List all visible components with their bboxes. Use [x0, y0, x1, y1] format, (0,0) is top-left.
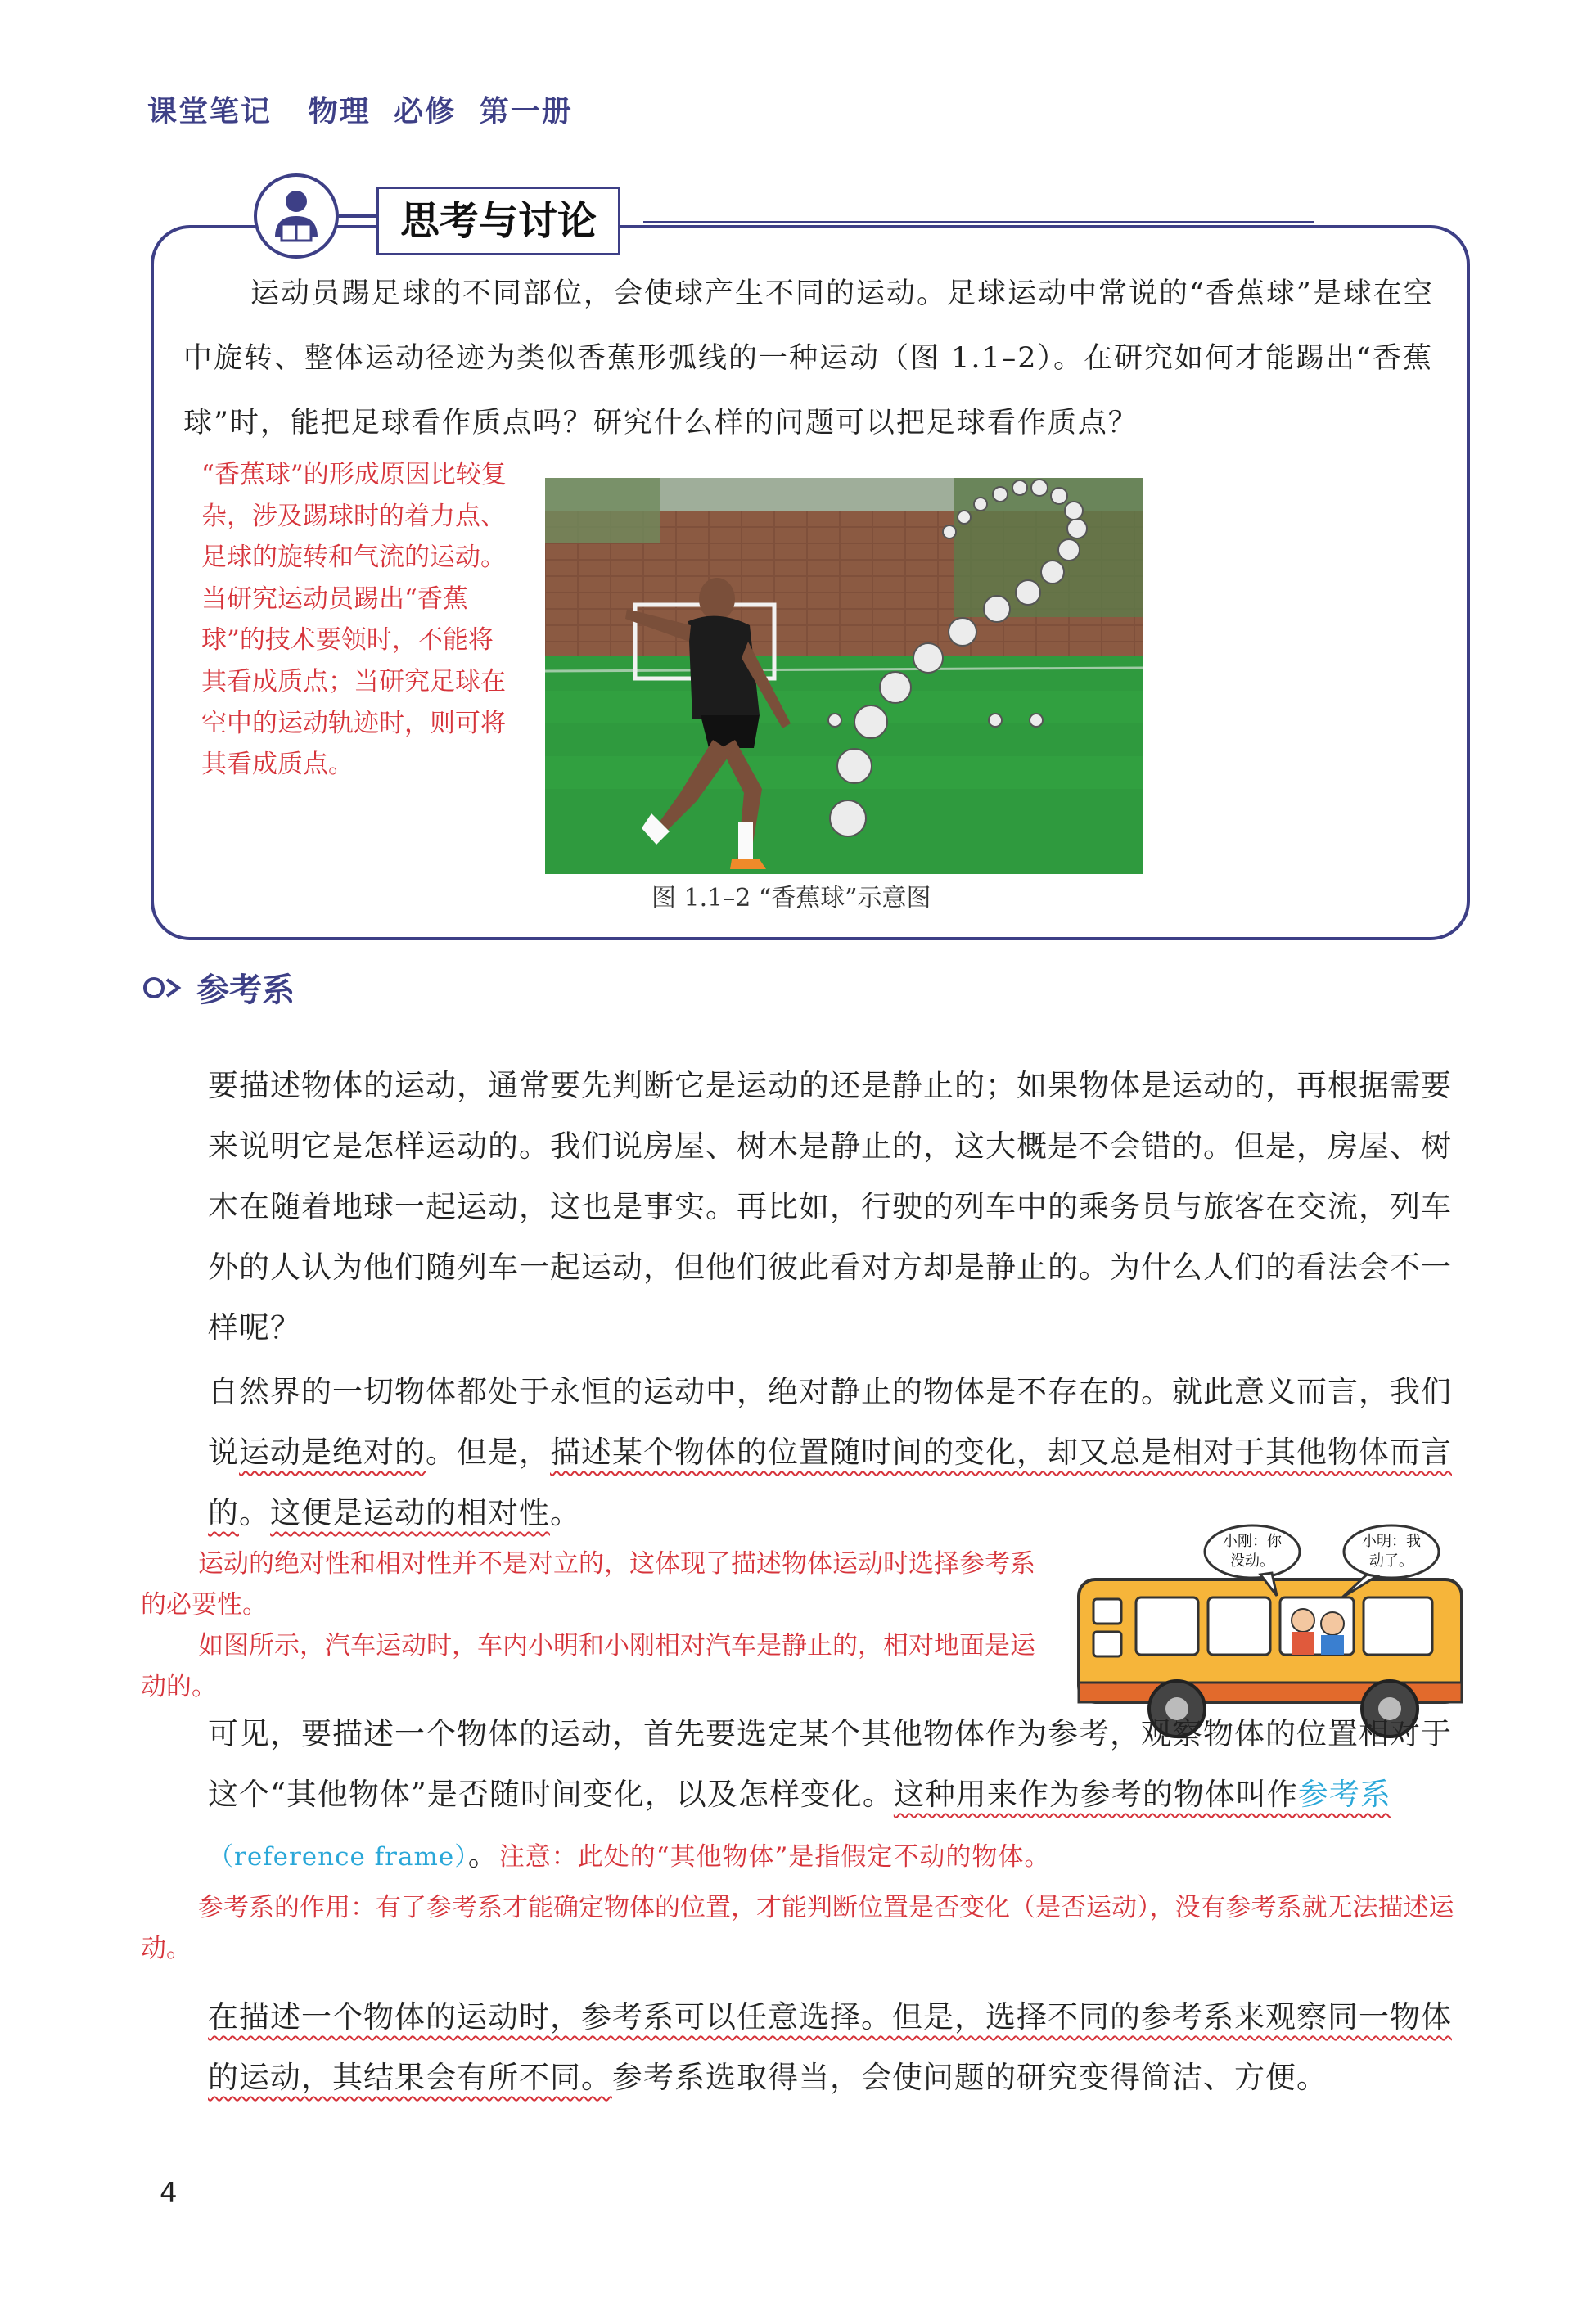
- note-reference-role: 参考系的作用：有了参考系才能确定物体的位置，才能判断位置是否变化（是否运动），没有参考系就无法描述运动。: [141, 1893, 1454, 1963]
- p3-note: 注意：此处的“其他物体”是指假定不动的物体。: [498, 1842, 1051, 1872]
- p2-relative-desc: 描述某个物体的位置随时间的变化，却又总是相对于其他物体而言的: [208, 1435, 1452, 1530]
- p2-a: 自然界的一切物体都处于永恒的运动中，绝对静止的物体是不存在的。就此意义而言，我们说: [208, 1374, 1452, 1470]
- p2-g: 。: [550, 1495, 581, 1530]
- paragraph-1-text: 要描述物体的运动，通常要先判断它是运动的还是静止的；如果物体是运动的，再根据需要来说明它是怎样运动的。我们说房屋、树木是静止的，这大概是不会错的。但是，房屋、树木在随着地球一起运动，这也是事实。再比如，行驶的列车中的乘务员与旅客在交流，列车外的人认为他们随列车一起运动，但他们彼此看对方却是静止的。为什么人们的看法会不一样呢？: [208, 1068, 1452, 1345]
- paragraph-3: [141, 1704, 1467, 1887]
- speech-bubble-xiaoming: 小明：我动了。: [1362, 1533, 1421, 1570]
- figure-caption: 图 1.1–2 “香蕉球”示意图: [651, 884, 931, 912]
- paragraph-2-text: [141, 1362, 1467, 1543]
- reader-icon: [254, 173, 339, 259]
- p2-absolute: 运动是绝对的: [239, 1435, 426, 1470]
- banana-kick-photo: [545, 478, 1143, 874]
- section-arrow-icon: [142, 974, 187, 1005]
- p4-a: 在描述一个物体的运动时，参考系可以任意选择。但是，选择不同的参考系来观察同一物体的运动，其结果会有所不同。: [208, 1999, 1452, 2095]
- paragraph-1: [141, 1056, 1467, 1359]
- subject-label: 物理: [308, 95, 371, 128]
- note-absolute-relative: 运动的绝对性和相对性并不是对立的，这体现了描述物体运动时选择参考系的必要性。: [141, 1549, 1035, 1620]
- note-bus: 如图所示，汽车运动时，车内小明和小刚相对汽车是静止的，相对地面是运动的。: [141, 1631, 1035, 1701]
- p3-e: 。: [467, 1837, 499, 1872]
- think-discuss-text: 运动员踢足球的不同部位，会使球产生不同的运动。足球运动中常说的“香蕉球”是球在空中旋转、整体运动径迹为类似香蕉形弧线的一种运动（图 1.1–2）。在研究如何才能踢出“香蕉球”时，能把足球看作质点吗？研究什么样的问题可以把足球看作质点？: [183, 277, 1434, 439]
- course-label: 必修: [394, 95, 457, 128]
- p2-c: 。但是，: [426, 1435, 550, 1470]
- paragraph-4-text: [141, 1987, 1467, 2108]
- paragraph-2: [141, 1362, 1467, 1543]
- term-reference-frame: 参考系: [1297, 1777, 1391, 1812]
- p3-a: 可见，要描述一个物体的运动，首先要选定某个其他物体作为参考，观察物体的位置相对于这个“其他物体”是否随时间变化，以及怎样变化。: [208, 1716, 1452, 1812]
- banana-kick-note: “香蕉球”的形成原因比较复杂，涉及踢球时的着力点、足球的旋转和气流的运动。当研究运动员踢出“香蕉球”的技术要领时，不能将其看成质点；当研究足球在空中的运动轨迹时，则可将其看成质点。: [201, 460, 507, 780]
- volume-label: 第一册: [479, 95, 573, 128]
- p4-b: 参考系选取得当，会使问题的研究变得简洁、方便。: [612, 2060, 1328, 2095]
- badge-rule: [643, 221, 1314, 223]
- badge-connector: [339, 214, 376, 218]
- page-number: 4: [160, 2177, 178, 2210]
- p3-definition: 这种用来作为参考的物体叫作: [893, 1777, 1298, 1812]
- section-title: 参考系: [196, 971, 295, 1009]
- page-header: [147, 88, 597, 130]
- book-title: 课堂笔记: [147, 95, 273, 128]
- paragraph-4: [141, 1987, 1467, 2108]
- p2-e: 。: [239, 1495, 270, 1530]
- paragraph-3-text: [141, 1704, 1467, 1887]
- term-reference-frame-en: （reference frame）: [208, 1842, 468, 1872]
- p2-relativity: 这便是运动的相对性: [270, 1495, 550, 1530]
- speech-bubble-xiaogang: 小刚：你没动。: [1223, 1533, 1282, 1570]
- think-discuss-title: 思考与讨论: [376, 187, 620, 255]
